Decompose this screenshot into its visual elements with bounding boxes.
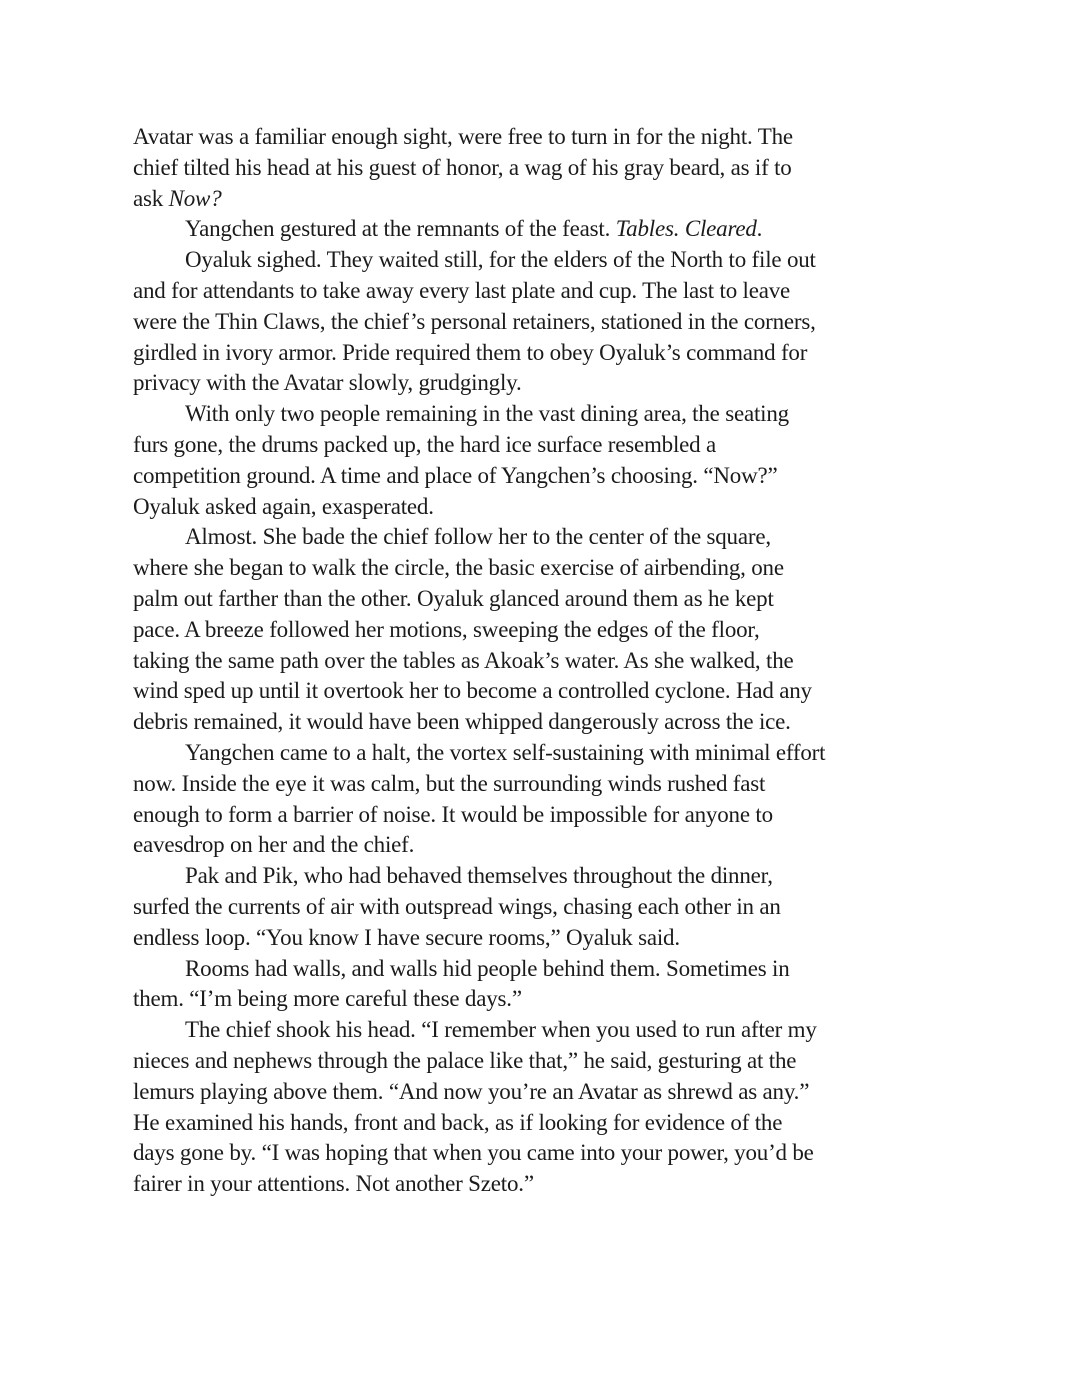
italic-text: Tables. Cleared	[615, 216, 757, 242]
paragraph	[133, 399, 945, 522]
text-line	[133, 214, 945, 245]
text-segment: taking the same path over the tables as Akoak’s water. As she walked, the	[133, 647, 794, 673]
text-line	[133, 307, 945, 338]
text-segment: wind sped up until it overtook her to become a controlled cyclone. Had any	[133, 678, 812, 704]
text-segment: With only two people remaining in the vast dining area, the seating	[185, 401, 789, 427]
text-segment: them. “I’m being more careful these days.”	[133, 986, 522, 1012]
text-line	[133, 615, 945, 646]
paragraph	[133, 122, 945, 214]
text-segment: furs gone, the drums packed up, the hard ice surface resembled a	[133, 431, 717, 457]
text-line	[133, 830, 945, 861]
text-segment: where she began to walk the circle, the basic exercise of airbending, one	[133, 555, 784, 581]
text-line	[133, 892, 945, 923]
text-segment: Yangchen came to a halt, the vortex self-sustaining with minimal effort	[185, 739, 826, 765]
paragraph	[133, 1015, 945, 1200]
text-line	[133, 584, 945, 615]
paragraph	[133, 738, 945, 861]
text-segment: Oyaluk asked again, exasperated.	[133, 493, 434, 519]
text-line	[133, 707, 945, 738]
text-segment: palm out farther than the other. Oyaluk glanced around them as he kept	[133, 585, 774, 611]
text-block	[133, 122, 945, 1200]
text-segment: ask	[133, 185, 169, 211]
paragraph	[133, 214, 945, 245]
text-segment: were the Thin Claws, the chief’s personal retainers, stationed in the corners,	[133, 308, 816, 334]
text-segment: eavesdrop on her and the chief.	[133, 832, 415, 858]
text-line	[133, 923, 945, 954]
text-line	[133, 553, 945, 584]
paragraph	[133, 245, 945, 399]
text-segment: days gone by. “I was hoping that when you came into your power, you’d be	[133, 1140, 814, 1166]
paragraph	[133, 522, 945, 738]
text-segment: nieces and nephews through the palace like that,” he said, gesturing at the	[133, 1047, 797, 1073]
text-line	[133, 276, 945, 307]
text-segment: now. Inside the eye it was calm, but the surrounding winds rushed fast	[133, 770, 766, 796]
text-line	[133, 245, 945, 276]
text-line	[133, 954, 945, 985]
text-line	[133, 492, 945, 523]
text-segment: He examined his hands, front and back, as if looking for evidence of the	[133, 1109, 783, 1135]
text-segment: Oyaluk sighed. They waited still, for the elders of the North to file out	[185, 247, 816, 273]
text-segment: chief tilted his head at his guest of honor, a wag of his gray beard, as if to	[133, 154, 792, 180]
text-segment: lemurs playing above them. “And now you’re an Avatar as shrewd as any.”	[133, 1078, 810, 1104]
text-segment: Pak and Pik, who had behaved themselves throughout the dinner,	[185, 863, 773, 889]
text-line	[133, 984, 945, 1015]
text-line	[133, 738, 945, 769]
text-segment: and for attendants to take away every last plate and cup. The last to leave	[133, 277, 791, 303]
text-line	[133, 1108, 945, 1139]
italic-text: Now?	[168, 185, 222, 211]
text-line	[133, 368, 945, 399]
text-line	[133, 430, 945, 461]
text-line	[133, 1138, 945, 1169]
text-line	[133, 522, 945, 553]
text-segment: enough to form a barrier of noise. It would be impossible for anyone to	[133, 801, 773, 827]
text-line	[133, 1015, 945, 1046]
paragraph	[133, 861, 945, 953]
text-segment: Yangchen gestured at the remnants of the feast.	[185, 216, 616, 242]
text-segment: Rooms had walls, and walls hid people behind them. Sometimes in	[185, 955, 790, 981]
text-segment: endless loop. “You know I have secure rooms,” Oyaluk said.	[133, 924, 680, 950]
text-segment: Almost. She bade the chief follow her to the center of the square,	[185, 524, 771, 550]
text-line	[133, 184, 945, 215]
text-line	[133, 399, 945, 430]
text-line	[133, 1046, 945, 1077]
text-line	[133, 646, 945, 677]
text-line	[133, 1077, 945, 1108]
text-line	[133, 122, 945, 153]
text-segment: competition ground. A time and place of Yangchen’s choosing. “Now?”	[133, 462, 778, 488]
text-segment: privacy with the Avatar slowly, grudgingly.	[133, 370, 522, 396]
text-segment: fairer in your attentions. Not another Szeto.”	[133, 1171, 534, 1197]
text-line	[133, 461, 945, 492]
text-line	[133, 153, 945, 184]
text-line	[133, 1169, 945, 1200]
text-line	[133, 676, 945, 707]
text-segment: debris remained, it would have been whipped dangerously across the ice.	[133, 709, 791, 735]
paragraph	[133, 954, 945, 1016]
text-segment: pace. A breeze followed her motions, sweeping the edges of the floor,	[133, 616, 760, 642]
text-segment: .	[756, 216, 763, 242]
text-line	[133, 800, 945, 831]
text-segment: The chief shook his head. “I remember when you used to run after my	[185, 1017, 817, 1043]
text-segment: Avatar was a familiar enough sight, were free to turn in for the night. The	[133, 124, 793, 149]
text-line	[133, 861, 945, 892]
text-line	[133, 769, 945, 800]
text-segment: girdled in ivory armor. Pride required them to obey Oyaluk’s command for	[133, 339, 808, 365]
text-segment: surfed the currents of air with outspread wings, chasing each other in an	[133, 893, 781, 919]
text-line	[133, 338, 945, 369]
